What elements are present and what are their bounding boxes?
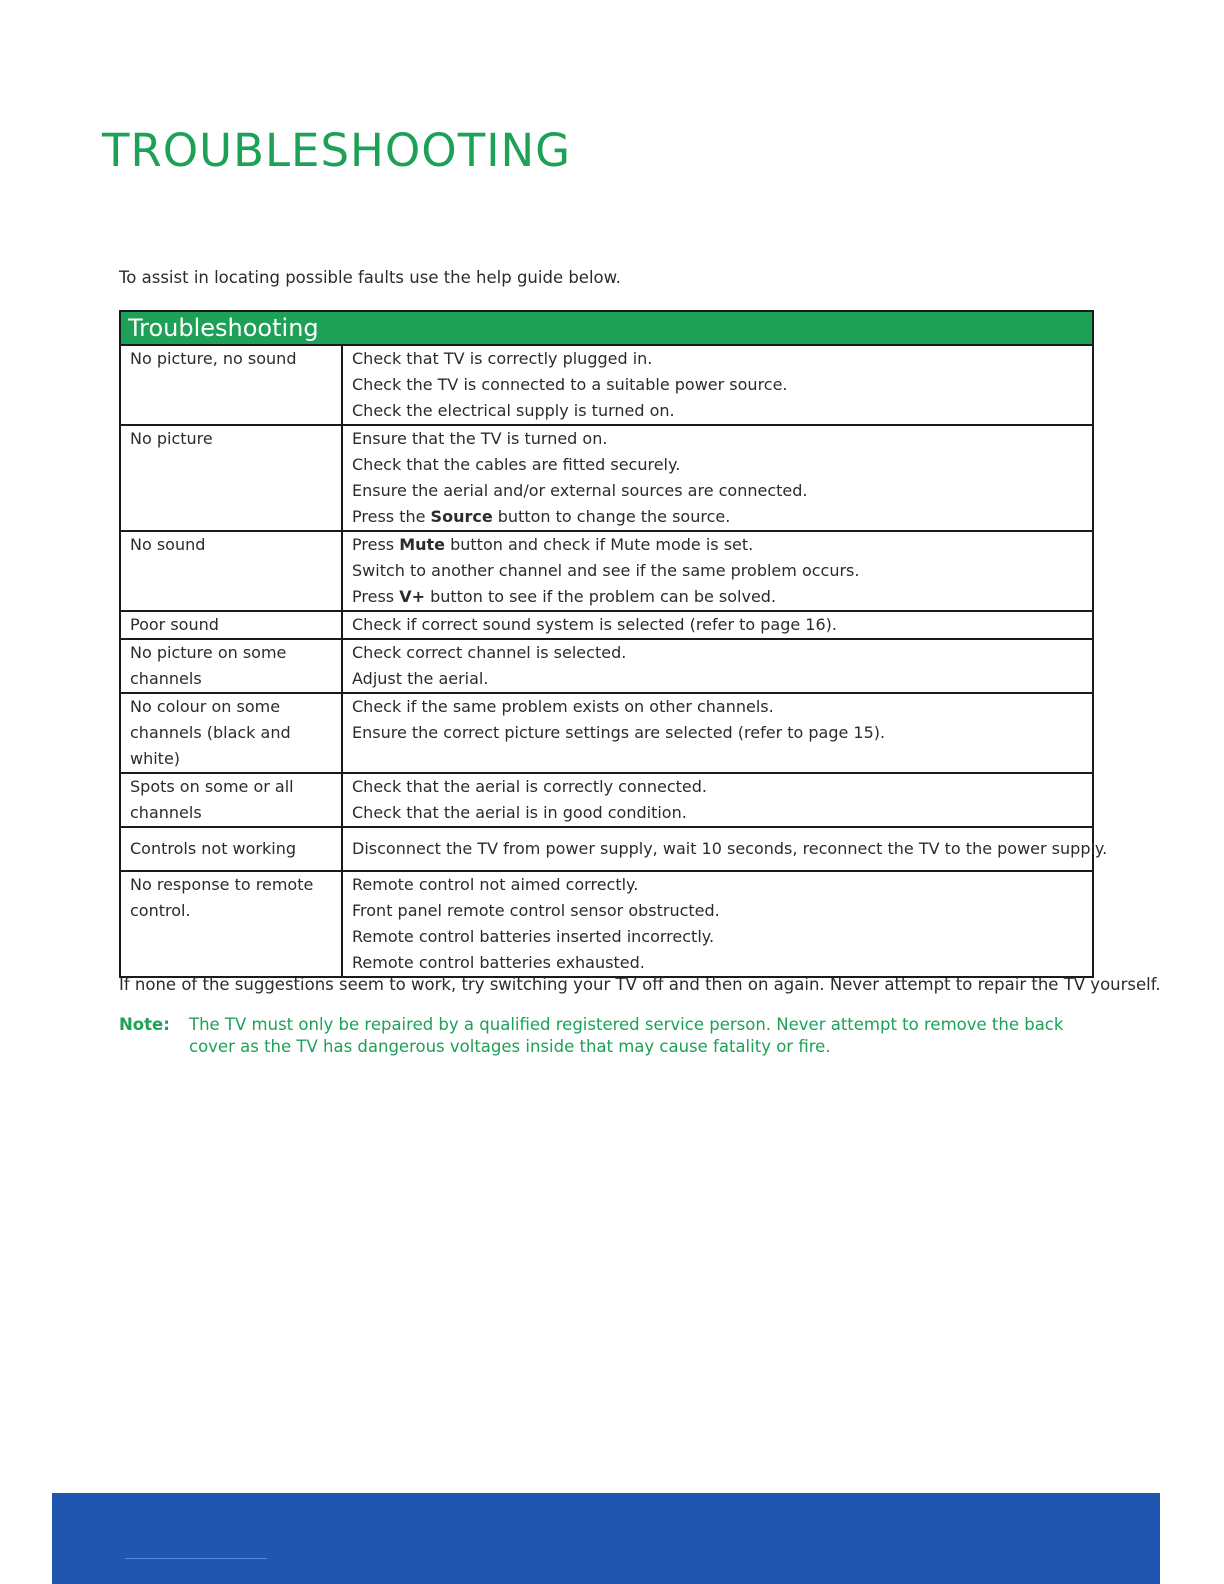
solutions-cell <box>342 425 1093 531</box>
solutions-cell <box>342 773 1093 827</box>
solution-line: Check if correct sound system is selected (refer to page 16). <box>352 615 837 634</box>
solution-line: Adjust the aerial. <box>352 669 489 688</box>
table-row <box>120 773 1093 827</box>
table-row <box>120 611 1093 639</box>
closing-advice: If none of the suggestions seem to work, try switching your TV off and then on again. Never attempt to repair the TV yourself. <box>119 975 1161 994</box>
solution-line: Check that the aerial is correctly connected. <box>352 777 707 796</box>
solution-line: Ensure the correct picture settings are selected (refer to page 15). <box>352 723 886 742</box>
problem-cell: No picture on some channels <box>120 639 342 693</box>
solutions-cell <box>342 639 1093 693</box>
table-row <box>120 531 1093 611</box>
solution-line: Front panel remote control sensor obstructed. <box>352 901 720 920</box>
solutions-cell <box>342 871 1093 977</box>
solution-line: Check that TV is correctly plugged in. <box>352 349 653 368</box>
solution-line: Switch to another channel and see if the same problem occurs. <box>352 561 860 580</box>
solutions-cell <box>342 693 1093 773</box>
solution-line: Check the TV is connected to a suitable power source. <box>352 375 788 394</box>
safety-note <box>119 1014 1099 1058</box>
problem-cell: No response to remote control. <box>120 871 342 977</box>
solutions-cell <box>342 345 1093 425</box>
solution-line: Check that the cables are fitted securely. <box>352 455 681 474</box>
table-row <box>120 693 1093 773</box>
problem-cell: No picture <box>120 425 342 531</box>
solution-line <box>352 504 1092 530</box>
problem-cell: No picture, no sound <box>120 345 342 425</box>
solutions-cell <box>342 531 1093 611</box>
problem-cell: Controls not working <box>120 827 342 871</box>
footer-link-underline <box>125 1558 267 1559</box>
page-title: TROUBLESHOOTING <box>102 124 572 177</box>
problem-cell: No colour on some channels (black and white) <box>120 693 342 773</box>
table-row <box>120 639 1093 693</box>
troubleshooting-table <box>119 310 1108 978</box>
table-row <box>120 871 1093 977</box>
volume-up-button-label: V+ <box>399 587 425 606</box>
solution-line <box>352 532 1092 558</box>
intro-text: To assist in locating possible faults use the help guide below. <box>119 268 621 287</box>
solution-line: Remote control not aimed correctly. <box>352 875 639 894</box>
solution-line: Remote control batteries inserted incorrectly. <box>352 927 715 946</box>
note-text: The TV must only be repaired by a qualified registered service person. Never attempt to remove the back cover as the TV has dangerous voltages inside that may cause fatality or fire. <box>189 1015 1064 1056</box>
solution-line: Ensure that the TV is turned on. <box>352 429 608 448</box>
problem-cell: Spots on some or all channels <box>120 773 342 827</box>
problem-cell: Poor sound <box>120 611 342 639</box>
table-row <box>120 345 1093 425</box>
solution-text-post: button and check if Mute mode is set. <box>445 535 754 554</box>
solution-line: Check if the same problem exists on other channels. <box>352 697 774 716</box>
solution-line: Remote control batteries exhausted. <box>352 953 645 972</box>
mute-button-label: Mute <box>399 535 446 554</box>
solution-text-pre: Press <box>352 535 400 554</box>
solutions-cell <box>342 827 1108 871</box>
solution-line: Check correct channel is selected. <box>352 643 627 662</box>
table-header: Troubleshooting <box>120 311 1093 345</box>
solution-text-pre: Press the <box>352 507 431 526</box>
solution-line: Check that the aerial is in good condition. <box>352 803 687 822</box>
problem-cell: No sound <box>120 531 342 611</box>
solution-line <box>352 584 1092 610</box>
solutions-cell <box>342 611 1093 639</box>
solution-text-post: button to see if the problem can be solved. <box>425 587 777 606</box>
footer-bar <box>52 1493 1160 1584</box>
solution-line: Check the electrical supply is turned on. <box>352 401 675 420</box>
table-row <box>120 425 1093 531</box>
note-label: Note: <box>119 1015 170 1034</box>
solution-line: Disconnect the TV from power supply, wait 10 seconds, reconnect the TV to the power supply. <box>352 839 1108 858</box>
solution-line: Ensure the aerial and/or external sources are connected. <box>352 481 808 500</box>
table-row <box>120 827 1093 871</box>
solution-text-post: button to change the source. <box>492 507 731 526</box>
solution-text-pre: Press <box>352 587 400 606</box>
source-button-label: Source <box>430 507 493 526</box>
table-header-row <box>120 311 1093 345</box>
